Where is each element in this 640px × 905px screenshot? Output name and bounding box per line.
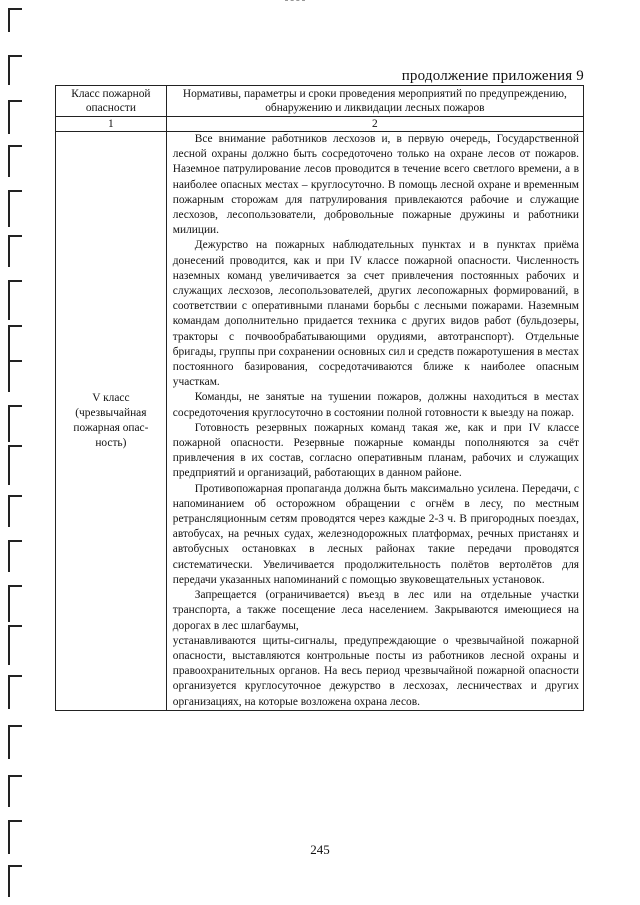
table-number-row: [56, 117, 584, 132]
col2-number: 2: [166, 117, 583, 132]
scan-mark: [285, 0, 305, 3]
paragraph: Противопожарная пропаганда должна быть максимально усилена. Передачи, с напоминанием об осторожном обращении с огнём в лесу, по местным ретрансляционным сетям проводятся через каждые 2-3 ч. В пригородных поездах, автобусах, на речных судах, железнодорожных платформах, речных пристанях и автобусных остановках в лесных районах такие передачи проводятся систематически. Увеличивается продолжительность полётов вертолётов для передачи указанных напоминаний с помощью звуковещательных установок.: [172, 482, 579, 586]
paragraph: Готовность резервных пожарных команд такая же, как и при IV классе пожарной опасности. Резервные пожарные команды пополняются за счёт привлечения в их состав, согласно оперативным планам, рабочих и служащих предприятий и организаций, работающих в данном районе.: [172, 421, 579, 480]
fire-class-line: (чрезвычайная: [75, 406, 147, 419]
page-number: 245: [310, 842, 330, 857]
fire-class-cell: [56, 132, 167, 711]
fire-class-line: пожарная опас-: [73, 421, 149, 434]
measures-cell: [166, 132, 583, 711]
paragraph: Все внимание работников лесхозов и, в первую очередь, Государственной лесной охраны должно быть сосредоточено только на охране лесов от пожаров. Наземное патрулирование лесов проводится в течение всего светлого времени, а в наиболее опасных местах – круглосуточно. В помощь лесной охране и временным пожарным сторожам для патрулирования привлекаются рабочие и служащие лесхозов, лесопользователи, добровольные пожарные дружины и работники милиции.: [172, 133, 579, 237]
paragraph: устанавливаются щиты-сигналы, предупреждающие о чрезвычайной пожарной опасности, выставляются контрольные посты из работников лесной охраны и правоохранительных органов. На весь период чрезвычайной пожарной опасности организуется круглосуточное дежурство в лесхозах, лесничествах и других организациях, на которые возложена охрана лесов.: [172, 634, 579, 708]
col1-number: 1: [56, 117, 167, 132]
fire-class-line: ность): [95, 436, 127, 449]
table-header-row: [56, 86, 584, 117]
table-row: [56, 132, 584, 711]
paragraph: Команды, не занятые на тушении пожаров, должны находиться в местах сосредоточения круглосуточно в состоянии полной готовности к выезду на пожар.: [172, 391, 579, 419]
fire-class-line: V класс: [92, 391, 130, 404]
fire-danger-table: [55, 85, 584, 711]
col2-header: Нормативы, параметры и сроки проведения мероприятий по предупреждению, обнаружению и ликвидации лесных пожаров: [166, 86, 583, 117]
paragraph: Запрещается (ограничивается) въезд в лес или на отдельные участки транспорта, а также посещение леса населением. Закрываются имеющиеся на дорогах в лес шлагбаумы,: [172, 589, 579, 632]
appendix-continuation-title: продолжение приложения 9: [401, 68, 584, 84]
binding-margin-marks: [0, 0, 30, 905]
paragraph: Дежурство на пожарных наблюдательных пунктах и в пунктах приёма донесений проводится, как и при IV классе пожарной опасности. Численность наземных команд увеличивается за счет привлечения постоянных рабочих и служащих лесхозов, лесопользователей, других лесопожарных формирований, в соответствии с оперативными планами борьбы с лесными пожарами. Наземным командам дополнительно придается техника с других видов работ (бульдозеры, тракторы с почвообрабатывающими орудиями, автотранспорт). Отдельные бригады, группы при сохранении основных сил и средств пожаротушения в местах постоянного базирования, сосредотачиваются ближе к наиболее опасным участкам.: [172, 239, 579, 389]
col1-header: Класс пожарной опасности: [56, 86, 167, 117]
